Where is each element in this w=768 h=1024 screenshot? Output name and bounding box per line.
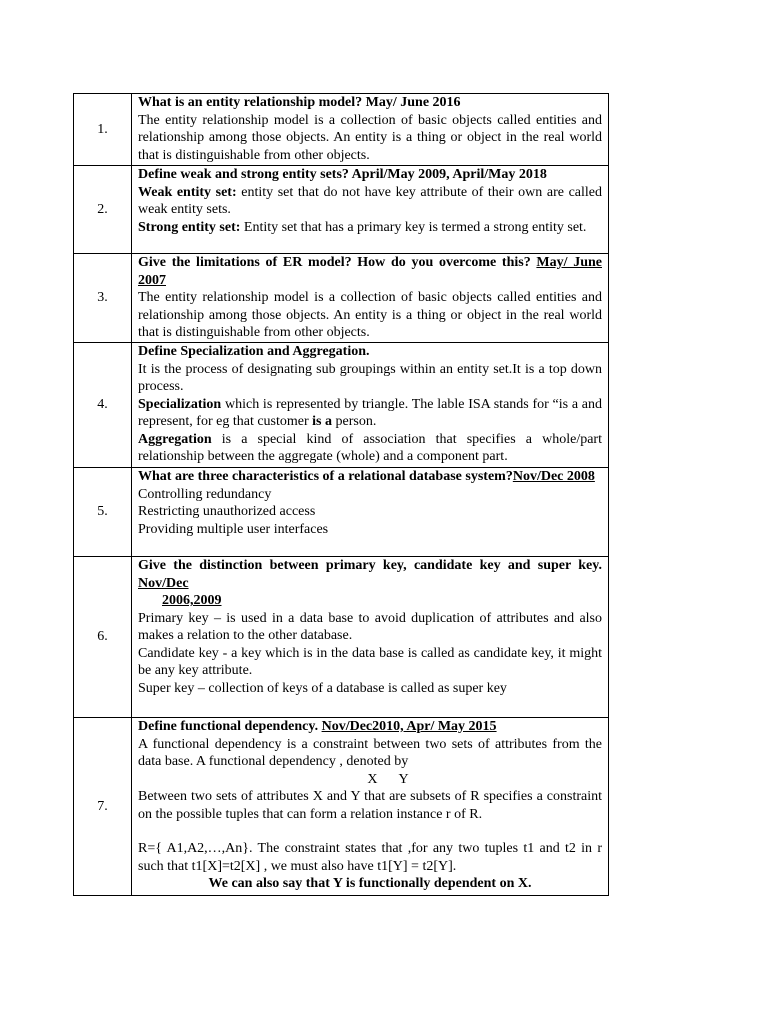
answer-text: The entity relationship model is a collection of basic objects called entities and relationship among those objects. An entity is a thing or object in the real world that is distinguishable from other objects.	[138, 290, 602, 340]
question-main: Define functional dependency.	[138, 719, 322, 734]
specialization-label: Specialization	[138, 396, 222, 412]
table-row	[74, 343, 609, 468]
answer-text: R={ A1,A2,…,An}. The constraint states that ,for any two tuples t1 and t2 in r such that t1[X]=t2[X] , we must also have t1[Y] = t2[Y].	[138, 841, 602, 874]
table-row	[74, 557, 609, 718]
table-row	[74, 718, 609, 896]
answer-text: A functional dependency is a constraint between two sets of attributes from the data base. A functional dependency , denoted by	[138, 736, 602, 769]
question-date: Nov/Dec	[138, 575, 189, 591]
answer-text: The entity relationship model is a collection of basic objects called entities and relationship among those objects. An entity is a thing or object in the real world that is distinguishable from other objects.	[138, 112, 602, 163]
row-content	[132, 254, 609, 343]
weak-entity-definition	[138, 184, 602, 219]
aggregation-text: is a special kind of association that specifies a whole/part relationship between the aggregate (whole) and a component part.	[138, 431, 602, 464]
row-number: 5.	[74, 468, 132, 557]
row-content	[132, 343, 609, 468]
primary-key-definition: Primary key – is used in a data base to avoid duplication of attributes and also makes a relation to the other database.	[138, 610, 602, 643]
specialization-text: which is represented by triangle. The lable ISA stands for “is a and represent, for eg that customer	[138, 396, 602, 429]
question-main: What are three characteristics of a relational database system?	[138, 469, 513, 484]
row-content	[132, 718, 609, 896]
functional-dependency-notation	[138, 771, 602, 789]
question-text: Define weak and strong entity sets? April/May 2009, April/May 2018	[138, 167, 547, 182]
strong-entity-label: Strong entity set:	[138, 219, 241, 235]
question-date: Nov/Dec2010, Apr/ May 2015	[321, 719, 497, 734]
spacer	[138, 697, 602, 715]
aggregation-label: Aggregation	[138, 431, 212, 447]
question-text: Define Specialization and Aggregation.	[138, 344, 370, 359]
question-main: Give the limitations of ER model? How do you overcome this?	[138, 255, 537, 270]
row-content	[132, 94, 609, 166]
qa-table	[73, 93, 609, 896]
super-key-definition: Super key – collection of keys of a database is called as super key	[138, 680, 507, 696]
fd-x: X	[367, 771, 378, 787]
question-date: May/ June 2007	[138, 255, 602, 288]
question-date: Nov/Dec 2008	[512, 469, 595, 484]
question-text	[138, 254, 602, 289]
strong-entity-text: Entity set that has a primary key is termed a strong entity set.	[240, 219, 587, 235]
list-item: Controlling redundancy	[138, 486, 272, 502]
weak-entity-text: entity set that do not have key attribute of their own are called weak entity sets.	[138, 184, 603, 217]
question-text	[138, 557, 602, 592]
aggregation-definition	[138, 431, 602, 466]
row-number: 3.	[74, 254, 132, 343]
row-content	[132, 557, 609, 718]
answer-text: It is the process of designating sub groupings within an entity set.It is a top down process.	[138, 361, 602, 394]
question-text	[138, 718, 602, 736]
row-number: 4.	[74, 343, 132, 468]
row-number: 2.	[74, 166, 132, 254]
table-row	[74, 468, 609, 557]
question-text: What is an entity relationship model? May/ June 2016	[138, 95, 461, 110]
list-item: Restricting unauthorized access	[138, 504, 316, 519]
weak-entity-label: Weak entity set:	[138, 184, 237, 200]
row-number: 6.	[74, 557, 132, 718]
conclusion-text: We can also say that Y is functionally dependent on X.	[208, 876, 532, 891]
candidate-key-definition: Candidate key - a key which is in the data base is called as candidate key, it might be any key attribute.	[138, 645, 602, 678]
table-row	[74, 254, 609, 343]
strong-entity-definition	[138, 219, 602, 237]
row-number: 7.	[74, 718, 132, 896]
specialization-definition	[138, 396, 602, 431]
specialization-bold: is a	[312, 414, 332, 429]
specialization-end: person.	[332, 414, 377, 429]
spacer	[138, 823, 602, 840]
question-text	[138, 468, 602, 486]
fd-y: Y	[398, 771, 409, 787]
answer-text: Between two sets of attributes X and Y that are subsets of R specifies a constraint on the possible tuples that can form a relation instance r of R.	[138, 789, 602, 822]
row-content	[132, 468, 609, 557]
table-row	[74, 94, 609, 166]
list-item: Providing multiple user interfaces	[138, 521, 329, 537]
question-main: Give the distinction between primary key, candidate key and super key.	[138, 558, 602, 573]
row-content	[132, 166, 609, 254]
question-date-years: 2006,2009	[162, 593, 222, 608]
table-row	[74, 166, 609, 254]
row-number: 1.	[74, 94, 132, 166]
